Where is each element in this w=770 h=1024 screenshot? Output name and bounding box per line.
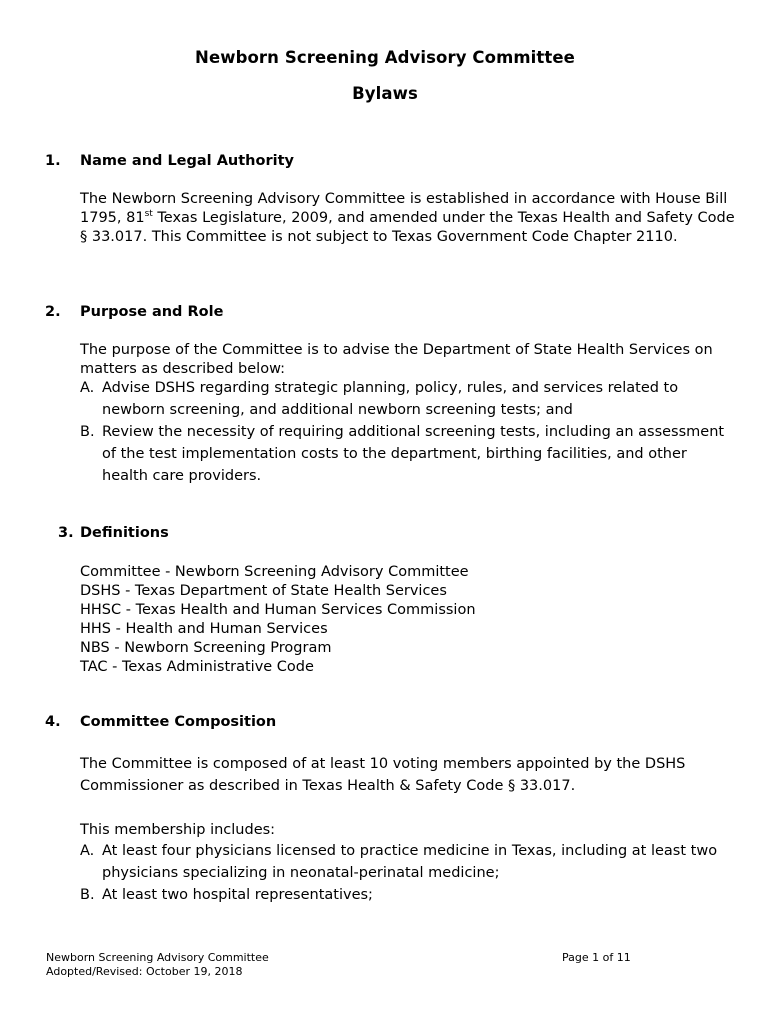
- section-1-paragraph: [80, 190, 740, 247]
- definition-item: HHSC - Texas Health and Human Services Commission: [80, 602, 476, 618]
- list-item-text: Advise DSHS regarding strategic planning, policy, rules, and services related to newborn screening, and additional newborn screening tests; and: [102, 380, 679, 418]
- document-title: Newborn Screening Advisory Committee: [195, 48, 575, 67]
- footer-adopted-date: Adopted/Revised: October 19, 2018: [46, 965, 243, 978]
- definition-item: Committee - Newborn Screening Advisory Committee: [80, 564, 469, 580]
- section-1-text-part2: Texas Legislature, 2009, and amended under the Texas Health and Safety Code § 33.017. This Committee is not subject to Texas Government Code Chapter 2110.: [80, 210, 735, 245]
- definitions-list: [80, 563, 476, 677]
- section-3-number: 3.: [58, 525, 74, 541]
- list-item-text: At least four physicians licensed to practice medicine in Texas, including at least two physicians specializing in neonatal-perinatal medicine;: [102, 843, 718, 881]
- list-item-marker: B.: [80, 887, 95, 903]
- footer-committee-name: Newborn Screening Advisory Committee: [46, 951, 269, 964]
- definition-item: NBS - Newborn Screening Program: [80, 640, 332, 656]
- definition-item: HHS - Health and Human Services: [80, 621, 328, 637]
- list-item: [80, 421, 730, 487]
- section-1-text-part1: The Newborn Screening Advisory Committee is established in accordance with House Bill 1795, 81: [80, 191, 728, 226]
- section-4-list: [80, 840, 730, 906]
- list-item: [80, 840, 730, 884]
- list-item-text: At least two hospital representatives;: [102, 887, 373, 903]
- list-item-marker: B.: [80, 424, 95, 440]
- footer-left: [46, 951, 269, 979]
- section-2-heading: Purpose and Role: [80, 304, 224, 320]
- list-item-marker: A.: [80, 380, 95, 396]
- section-1-superscript: st: [144, 209, 153, 220]
- document-subtitle: Bylaws: [352, 84, 418, 103]
- section-4-intro: This membership includes:: [80, 822, 276, 838]
- section-1-heading: Name and Legal Authority: [80, 153, 294, 169]
- section-2-list: [80, 377, 730, 487]
- section-4-paragraph: The Committee is composed of at least 10 voting members appointed by the DSHS Commissioner as described in Texas Health & Safety Code § 33.017.: [80, 756, 686, 794]
- section-4-heading: Committee Composition: [80, 714, 277, 730]
- definition-item: TAC - Texas Administrative Code: [80, 659, 314, 675]
- footer-page-number: Page 1 of 11: [562, 951, 631, 964]
- definition-item: DSHS - Texas Department of State Health Services: [80, 583, 447, 599]
- list-item-text: Review the necessity of requiring additional screening tests, including an assessment of the test implementation costs to the department, birthing facilities, and other health care providers.: [102, 424, 725, 484]
- list-item-marker: A.: [80, 843, 95, 859]
- section-2-intro: The purpose of the Committee is to advise the Department of State Health Services on matters as described below:: [80, 342, 713, 377]
- section-2-number: 2.: [45, 304, 61, 320]
- section-4-number: 4.: [45, 714, 61, 730]
- list-item: [80, 884, 730, 906]
- section-3-heading: Definitions: [80, 525, 169, 541]
- list-item: [80, 377, 730, 421]
- section-1-number: 1.: [45, 153, 61, 169]
